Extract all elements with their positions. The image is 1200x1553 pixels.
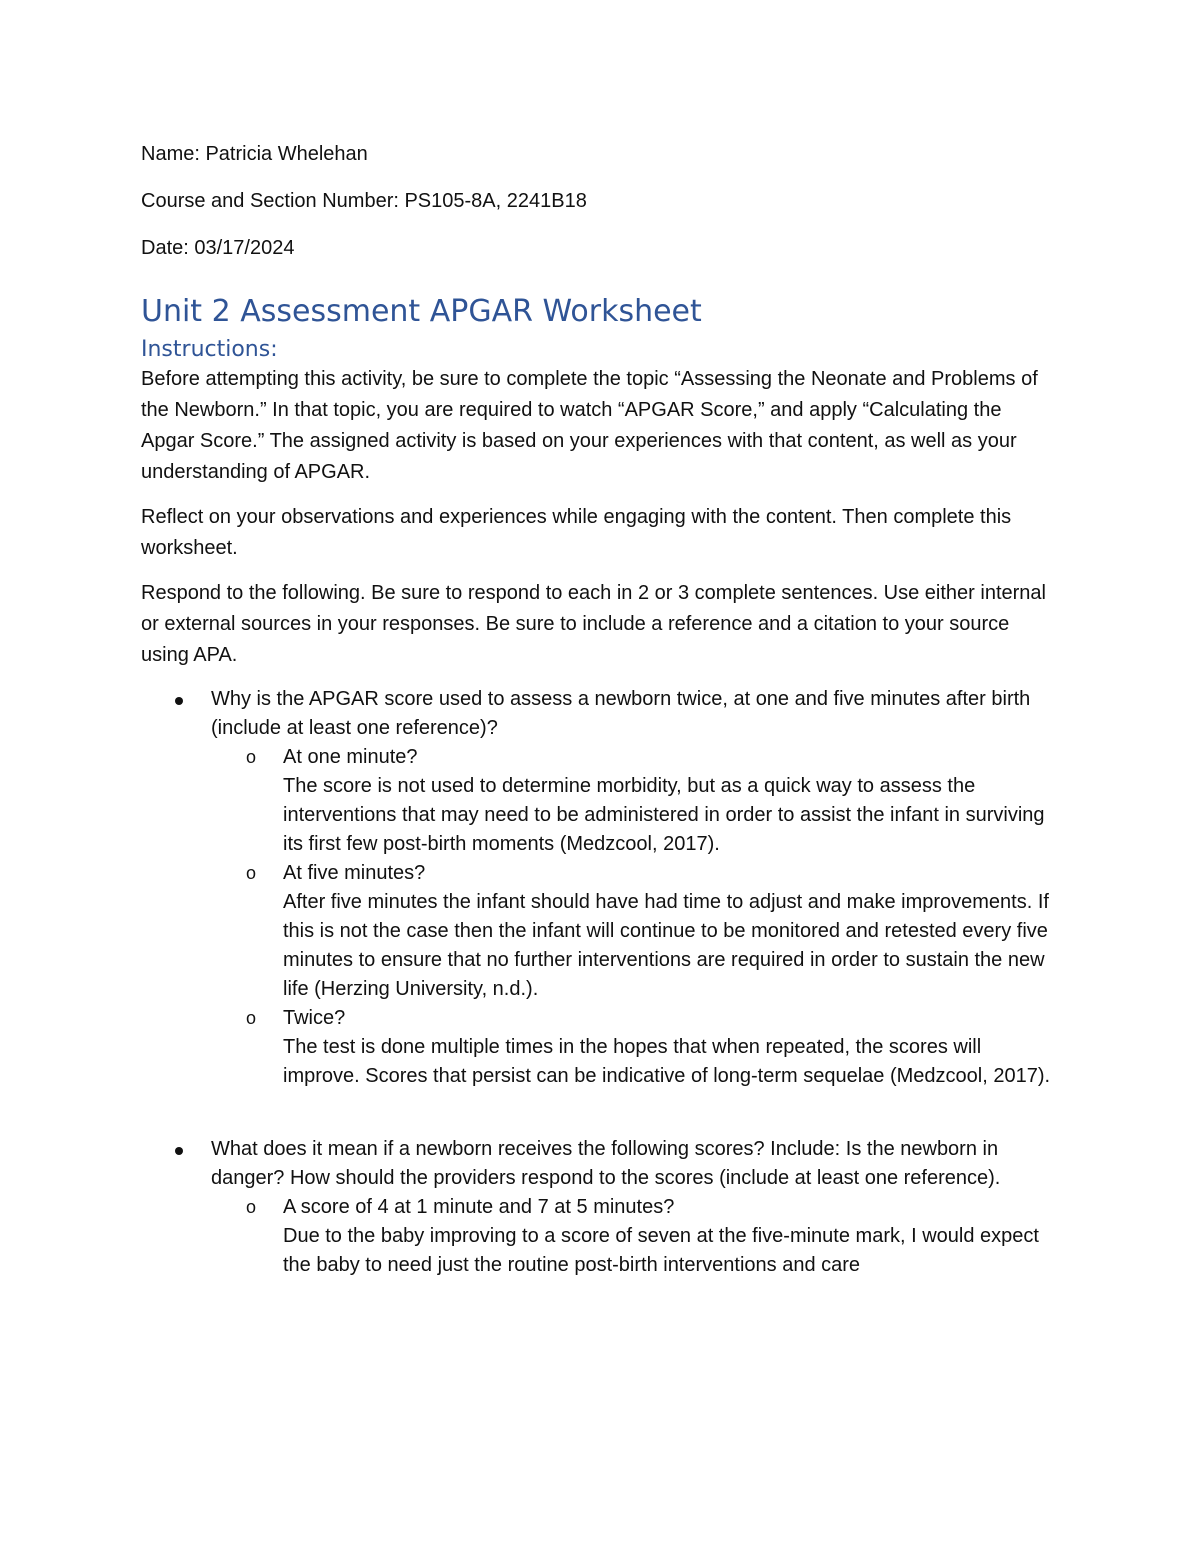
question-item [141, 685, 1051, 1091]
hollow-bullet-icon: o [246, 747, 257, 767]
question-list [141, 685, 1051, 1280]
question-item [141, 1135, 1051, 1280]
instructions-heading: Instructions: [141, 337, 278, 362]
instructions-paragraph: Before attempting this activity, be sure to complete the topic “Assessing the Neonate and Problems of the Newborn.” In that topic, you are required to watch “APGAR Score,” and apply “Calculating the Apgar Score.” The assigned activity is based on your experiences with that content, as well as your understanding of APGAR. [141, 368, 1038, 483]
course-section-line: Course and Section Number: PS105-8A, 2241B18 [141, 190, 587, 212]
sub-question-list [211, 1193, 1051, 1280]
sub-question-item [211, 1193, 1051, 1280]
instructions-paragraph: Respond to the following. Be sure to respond to each in 2 or 3 complete sentences. Use either internal or external sources in your responses. Be sure to include a reference and a citation to your source using APA. [141, 582, 1046, 666]
answer-text: After five minutes the infant should have had time to adjust and make improvements. If this is not the case then the infant will continue to be monitored and retested every five minutes to ensure that no further interventions are required in order to sustain the new life (Herzing University, n.d.). [283, 891, 1049, 1000]
bullet-icon [175, 1147, 183, 1155]
sub-question-prompt: At one minute? [283, 746, 418, 768]
answer-text: Due to the baby improving to a score of seven at the five-minute mark, I would expect the baby to need just the routine post-birth interventions and care [283, 1225, 1039, 1276]
answer-text: The score is not used to determine morbidity, but as a quick way to assess the interventions that may need to be administered in order to assist the infant in surviving its first few post-birth moments (Medzcool, 2017). [283, 775, 1045, 855]
question-text: Why is the APGAR score used to assess a newborn twice, at one and five minutes after birth (include at least one reference)? [211, 688, 1031, 739]
answer-text: The test is done multiple times in the hopes that when repeated, the scores will improve. Scores that persist can be indicative of long-term sequelae (Medzcool, 2017). [283, 1036, 1051, 1087]
hollow-bullet-icon: o [246, 1197, 257, 1217]
student-name-line: Name: Patricia Whelehan [141, 143, 368, 165]
hollow-bullet-icon: o [246, 1008, 257, 1028]
sub-question-prompt: Twice? [283, 1007, 346, 1029]
hollow-bullet-icon: o [246, 863, 257, 883]
sub-question-item [211, 859, 1051, 1004]
instructions-paragraph: Reflect on your observations and experiences while engaging with the content. Then complete this worksheet. [141, 506, 1012, 559]
list-spacer [141, 1091, 1051, 1135]
sub-question-item [211, 1004, 1051, 1091]
bullet-icon [175, 697, 183, 705]
document-page [141, 141, 1051, 1280]
worksheet-title: Unit 2 Assessment APGAR Worksheet [141, 294, 702, 329]
question-text: What does it mean if a newborn receives the following scores? Include: Is the newborn in danger? How should the providers respond to the scores (include at least one reference). [211, 1138, 1001, 1189]
sub-question-item [211, 743, 1051, 859]
date-line: Date: 03/17/2024 [141, 237, 295, 259]
sub-question-list [211, 743, 1051, 1091]
sub-question-prompt: A score of 4 at 1 minute and 7 at 5 minutes? [283, 1196, 675, 1218]
sub-question-prompt: At five minutes? [283, 862, 426, 884]
